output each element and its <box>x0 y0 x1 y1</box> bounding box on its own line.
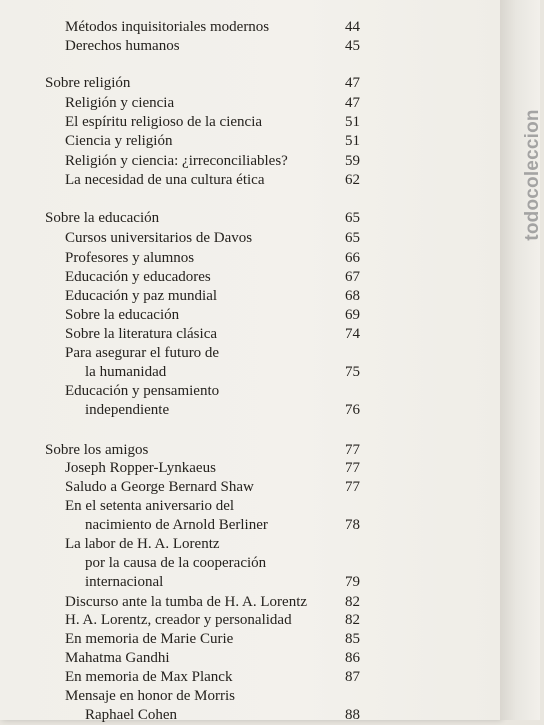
toc-entry-title: Discurso ante la tumba de H. A. Lorentz <box>65 594 308 610</box>
toc-page-number: 62 <box>345 172 360 188</box>
toc-entry-title: En el setenta aniversario del <box>65 498 235 514</box>
toc-entry <box>0 400 380 420</box>
toc-entry-title: Saludo a George Bernard Shaw <box>65 479 254 495</box>
toc-entry-title: En memoria de Marie Curie <box>65 631 234 647</box>
toc-entry <box>0 496 380 516</box>
toc-entry-title: H. A. Lorentz, creador y personalidad <box>65 612 292 628</box>
toc-page-number: 75 <box>345 364 360 380</box>
toc-entry-title: nacimiento de Arnold Berliner <box>85 517 268 533</box>
toc-section <box>0 208 380 228</box>
toc-entry-title: La labor de H. A. Lorentz <box>65 536 220 552</box>
toc-entry <box>0 705 380 725</box>
toc-entry <box>0 151 380 171</box>
toc-page-number: 65 <box>345 230 360 246</box>
toc-entry <box>0 17 380 37</box>
toc-page-number: 69 <box>345 307 360 323</box>
toc-entry-title: Educación y educadores <box>65 269 211 285</box>
toc-entry-title: Mensaje en honor de Morris <box>65 688 235 704</box>
toc-entry <box>0 93 380 113</box>
toc-page-number: 88 <box>345 707 360 723</box>
toc-entry-title: Sobre religión <box>45 75 131 91</box>
toc-entry <box>0 381 380 401</box>
toc-entry <box>0 553 380 573</box>
toc-page-number: 47 <box>345 95 360 111</box>
toc-entry <box>0 36 380 56</box>
toc-page-number: 86 <box>345 650 360 666</box>
toc-entry-title: Joseph Ropper-Lynkaeus <box>65 460 216 476</box>
toc-page-number: 66 <box>345 250 360 266</box>
toc-page-number: 82 <box>345 612 360 628</box>
toc-page-number: 77 <box>345 460 360 476</box>
toc-entry-title: internacional <box>85 574 164 590</box>
toc-entry-title: Cursos universitarios de Davos <box>65 230 253 246</box>
toc-entry <box>0 324 380 344</box>
toc-entry-title: Derechos humanos <box>65 38 180 54</box>
toc-entry-title: La necesidad de una cultura ética <box>65 172 265 188</box>
toc-page-number: 59 <box>345 153 360 169</box>
toc-entry-title: por la causa de la cooperación <box>85 555 267 571</box>
toc-entry-title: Educación y pensamiento <box>65 383 220 399</box>
toc-page-number: 65 <box>345 210 360 226</box>
toc-page-number: 44 <box>345 19 360 35</box>
toc-entry-title: Raphael Cohen <box>85 707 178 723</box>
toc-page-number: 82 <box>345 594 360 610</box>
toc-entry <box>0 267 380 287</box>
toc-section <box>0 73 380 93</box>
toc-entry <box>0 286 380 306</box>
book-spine <box>500 0 540 720</box>
toc-entry <box>0 592 380 612</box>
toc-entry <box>0 131 380 151</box>
toc-entry-title: Métodos inquisitoriales modernos <box>65 19 270 35</box>
toc-page-number: 87 <box>345 669 360 685</box>
toc-entry-title: Mahatma Gandhi <box>65 650 170 666</box>
watermark-text: todocoleccion <box>522 109 543 241</box>
toc-page-number: 45 <box>345 38 360 54</box>
toc-page-number: 77 <box>345 479 360 495</box>
toc-entry-title: Sobre la educación <box>65 307 180 323</box>
toc-entry-title: En memoria de Max Planck <box>65 669 233 685</box>
toc-entry <box>0 458 380 478</box>
toc-entry <box>0 686 380 706</box>
toc-entry-title: Sobre los amigos <box>45 442 149 458</box>
toc-entry <box>0 629 380 649</box>
toc-page-number: 51 <box>345 133 360 149</box>
toc-entry-title: Profesores y alumnos <box>65 250 195 266</box>
toc-page-number: 76 <box>345 402 360 418</box>
toc-section <box>0 440 380 460</box>
toc-page-number: 74 <box>345 326 360 342</box>
toc-entry-title: Sobre la literatura clásica <box>65 326 218 342</box>
toc-entry <box>0 515 380 535</box>
toc-entry-title: independiente <box>85 402 170 418</box>
toc-page-number: 85 <box>345 631 360 647</box>
toc-entry-title: Ciencia y religión <box>65 133 173 149</box>
toc-page-number: 47 <box>345 75 360 91</box>
toc-entry <box>0 343 380 363</box>
toc-entry <box>0 248 380 268</box>
toc-entry <box>0 534 380 554</box>
toc-entry <box>0 112 380 132</box>
toc-entry-title: Religión y ciencia: ¿irreconciliables? <box>65 153 288 169</box>
toc-entry <box>0 362 380 382</box>
toc-entry <box>0 305 380 325</box>
toc-entry <box>0 667 380 687</box>
toc-page-number: 67 <box>345 269 360 285</box>
toc-page-number: 51 <box>345 114 360 130</box>
toc-entry-title: Educación y paz mundial <box>65 288 218 304</box>
toc-entry-title: Religión y ciencia <box>65 95 175 111</box>
toc-entry <box>0 572 380 592</box>
toc-entry <box>0 228 380 248</box>
toc-entry <box>0 648 380 668</box>
toc-entry <box>0 170 380 190</box>
toc-page-number: 68 <box>345 288 360 304</box>
toc-entry-title: El espíritu religioso de la ciencia <box>65 114 263 130</box>
toc-entry-title: Para asegurar el futuro de <box>65 345 220 361</box>
toc-page-number: 77 <box>345 442 360 458</box>
toc-page-number: 79 <box>345 574 360 590</box>
toc-entry <box>0 610 380 630</box>
toc-entry-title: Sobre la educación <box>45 210 160 226</box>
toc-page-number: 78 <box>345 517 360 533</box>
toc-entry <box>0 477 380 497</box>
toc-entry-title: la humanidad <box>85 364 167 380</box>
